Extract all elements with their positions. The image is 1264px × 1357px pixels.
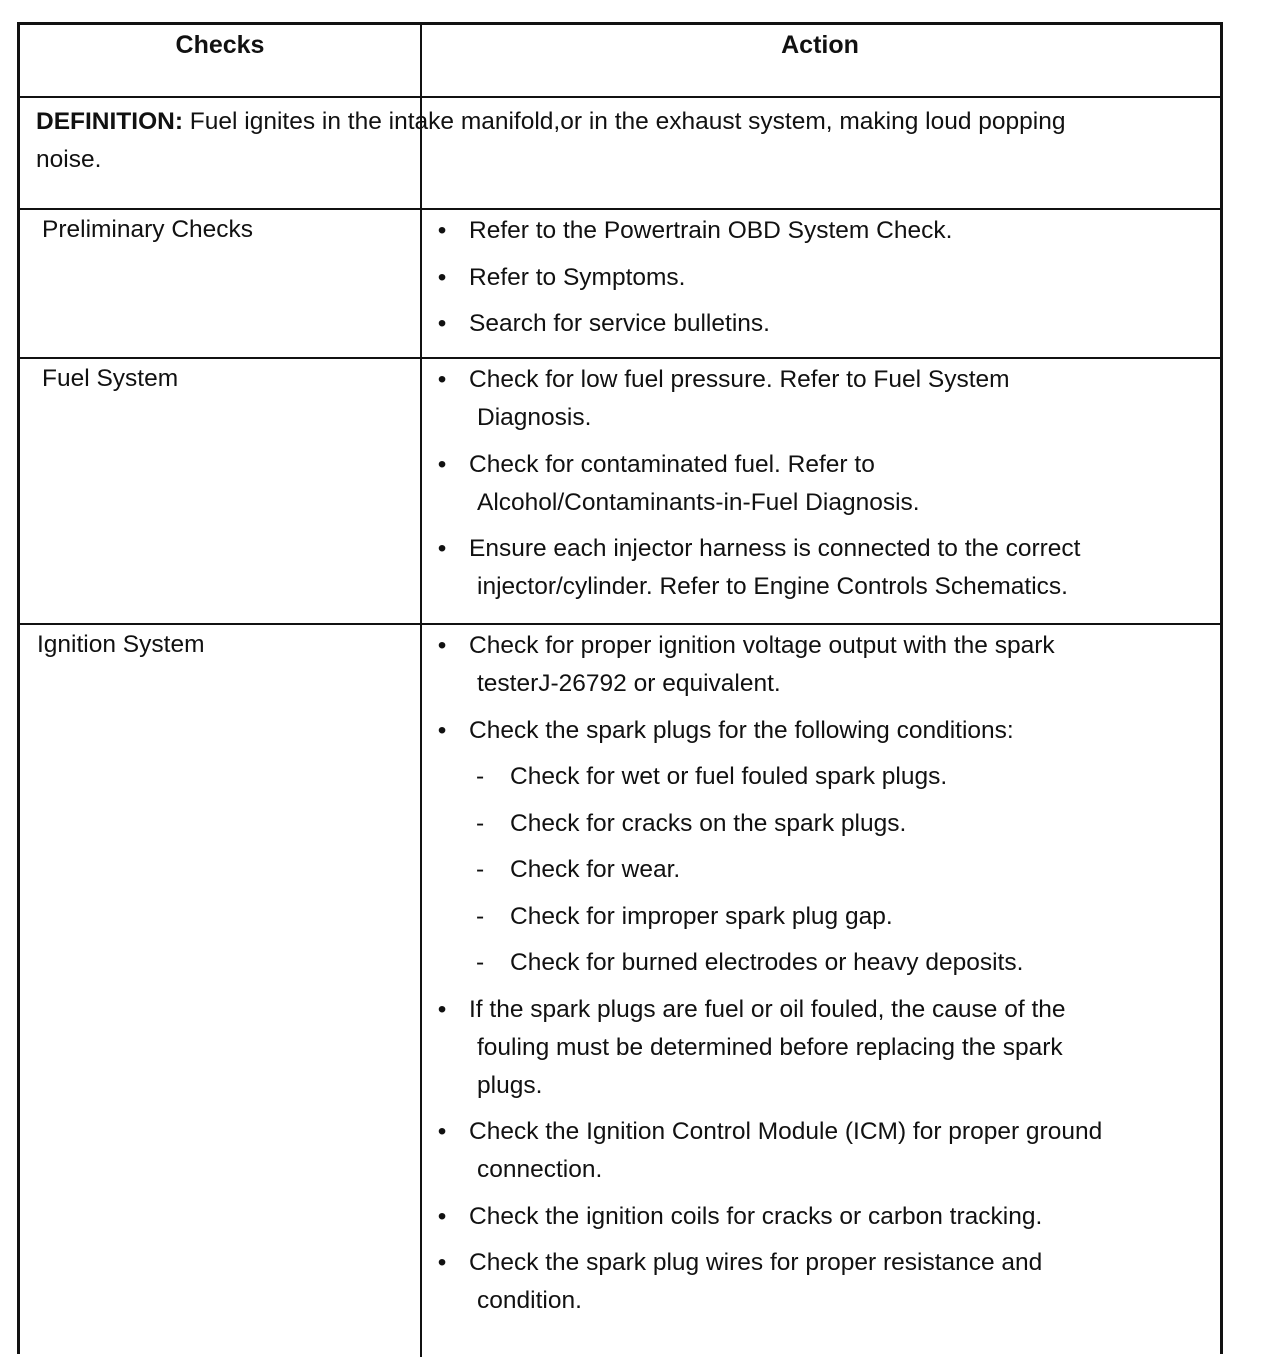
sub-list-item [432, 944, 1212, 982]
sub-action-text: Check for wet or fuel fouled spark plugs. [510, 763, 948, 790]
action-text-line3: plugs. [477, 1071, 543, 1099]
list-item [432, 627, 1212, 703]
preliminary-actions [432, 212, 1212, 352]
list-item [432, 1113, 1212, 1189]
bullet-icon: • [437, 1118, 447, 1145]
action-text-line2: condition. [477, 1287, 582, 1314]
sub-list-item [432, 898, 1212, 936]
action-text: Check the ignition coils for cracks or carbon tracking. [469, 1202, 1043, 1230]
list-item [432, 530, 1212, 606]
sub-list-item [432, 805, 1212, 843]
definition-divider [20, 208, 1220, 210]
action-text: Check the spark plugs for the following conditions: [469, 716, 1014, 744]
bullet-icon: • [437, 263, 447, 291]
bullet-icon: • [437, 366, 447, 393]
definition-label: DEFINITION: [36, 108, 183, 135]
list-item [432, 212, 1212, 250]
check-label-preliminary: Preliminary Checks [42, 216, 254, 243]
list-item [432, 712, 1212, 750]
sub-action-text: Check for improper spark plug gap. [510, 902, 893, 930]
list-item [432, 361, 1212, 437]
bullet-icon: • [437, 450, 447, 478]
list-item [432, 1198, 1212, 1236]
dash-icon: - [476, 856, 485, 883]
sub-list-item [432, 851, 1212, 889]
check-label-ignition-system: Ignition System [37, 631, 205, 658]
fuel-system-actions [432, 361, 1212, 615]
dash-icon: - [476, 763, 485, 790]
action-text-line1: Check the spark plug wires for proper resistance and [469, 1249, 1043, 1276]
column-header-checks: Checks [175, 31, 265, 59]
definition-text-line1: Fuel ignites in the intake manifold,or in the exhaust system, making loud popping [183, 108, 1066, 135]
action-text: Search for service bulletins. [469, 310, 770, 337]
fuel-system-divider [20, 623, 1220, 625]
dash-icon: - [476, 902, 485, 930]
bullet-icon: • [437, 716, 447, 744]
bullet-icon: • [437, 995, 447, 1023]
list-item [432, 305, 1212, 343]
column-divider [420, 25, 422, 1357]
sub-list-item [432, 758, 1212, 796]
check-label-fuel-system: Fuel System [42, 365, 179, 392]
action-text-line1: Ensure each injector harness is connected to the correct [469, 535, 1081, 562]
definition-text-line2: noise. [36, 146, 102, 173]
header-divider [20, 96, 1220, 98]
sub-action-text: Check for wear. [510, 856, 681, 883]
action-text-line1: If the spark plugs are fuel or oil fouled, the cause of the [469, 995, 1066, 1023]
action-text-line2: fouling must be determined before replacing the spark [477, 1033, 1063, 1061]
bullet-icon: • [437, 535, 447, 562]
action-text-line2: connection. [477, 1156, 603, 1183]
dash-icon: - [476, 949, 485, 976]
action-text: Refer to Symptoms. [469, 263, 686, 291]
definition-row [36, 103, 1206, 179]
action-text: Refer to the Powertrain OBD System Check. [469, 217, 953, 244]
action-text-line2: Alcohol/Contaminants-in-Fuel Diagnosis. [477, 488, 920, 516]
bullet-icon: • [437, 1202, 447, 1230]
diagnostic-table [17, 22, 1223, 1354]
bullet-icon: • [437, 310, 447, 337]
list-item [432, 1244, 1212, 1320]
action-text-line2: Diagnosis. [477, 404, 592, 431]
action-text-line1: Check for contaminated fuel. Refer to [469, 450, 875, 478]
ignition-system-actions [432, 627, 1212, 1329]
list-item [432, 991, 1212, 1105]
action-text-line1: Check for proper ignition voltage output with the spark [469, 632, 1055, 659]
action-text-line1: Check for low fuel pressure. Refer to Fuel System [469, 366, 1010, 393]
list-item [432, 446, 1212, 522]
bullet-icon: • [437, 1249, 447, 1276]
action-text-line2: injector/cylinder. Refer to Engine Controls Schematics. [477, 573, 1068, 600]
column-header-action: Action [781, 31, 859, 59]
preliminary-divider [20, 357, 1220, 359]
sub-action-text: Check for burned electrodes or heavy deposits. [510, 949, 1024, 976]
dash-icon: - [476, 809, 485, 837]
bullet-icon: • [437, 632, 447, 659]
sub-action-text: Check for cracks on the spark plugs. [510, 809, 907, 837]
bullet-icon: • [437, 217, 447, 244]
action-text-line2: testerJ-26792 or equivalent. [477, 670, 781, 697]
action-text-line1: Check the Ignition Control Module (ICM) for proper ground [469, 1118, 1103, 1145]
list-item [432, 259, 1212, 297]
